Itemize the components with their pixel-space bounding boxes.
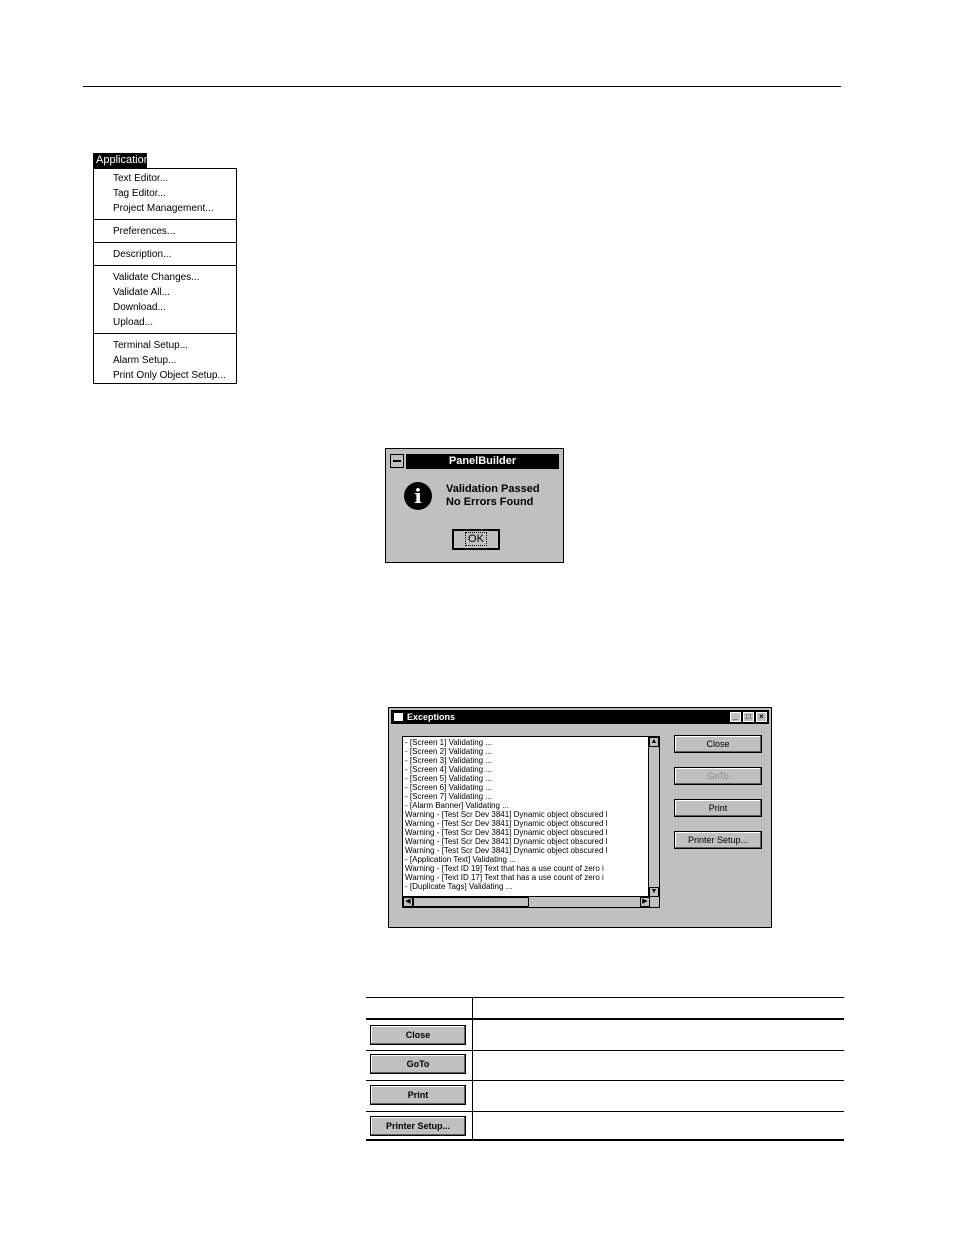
menu-separator — [94, 333, 236, 334]
menu-item-validate-changes[interactable]: Validate Changes... — [113, 272, 200, 283]
menu-separator — [94, 242, 236, 243]
exceptions-list[interactable] — [402, 736, 660, 908]
minimize-icon[interactable]: _ — [730, 712, 741, 722]
list-item: - [Screen 3] Validating ... — [405, 756, 493, 765]
horizontal-scrollbar[interactable] — [403, 896, 660, 907]
printer-setup-button[interactable]: Printer Setup... — [674, 831, 762, 849]
table-top-rule — [366, 997, 844, 998]
dialog-title: PanelBuilder — [406, 454, 559, 469]
list-item: - [Screen 7] Validating ... — [405, 792, 493, 801]
system-menu-icon — [393, 460, 401, 462]
list-item: - [Screen 5] Validating ... — [405, 774, 493, 783]
maximize-icon[interactable]: □ — [743, 712, 754, 722]
table-print-button: Print — [370, 1085, 466, 1105]
list-item: - [Alarm Banner] Validating ... — [405, 801, 509, 810]
table-goto-button: GoTo — [370, 1054, 466, 1074]
menu-item-preferences[interactable]: Preferences... — [113, 226, 176, 237]
table-row-divider — [366, 1050, 844, 1051]
info-icon: i — [404, 482, 432, 510]
list-item: Warning - [Test Scr Dev 3841] Dynamic object obscured l — [405, 828, 608, 837]
menu-item-download[interactable]: Download... — [113, 302, 166, 313]
menu-item-validate-all[interactable]: Validate All... — [113, 287, 171, 298]
panelbuilder-dialog — [385, 448, 564, 563]
list-item: - [Screen 6] Validating ... — [405, 783, 493, 792]
application-menu-title[interactable]: Application — [93, 153, 147, 168]
table-printer-setup-button: Printer Setup... — [370, 1116, 466, 1136]
top-rule — [83, 86, 841, 87]
ok-button-label: OK — [465, 532, 487, 546]
menu-item-terminal-setup[interactable]: Terminal Setup... — [113, 340, 189, 351]
list-item: - [Screen 1] Validating ... — [405, 738, 493, 747]
list-item: Warning - [Text ID 19] Text that has a use count of zero i — [405, 864, 604, 873]
scroll-thumb[interactable] — [413, 897, 529, 907]
menu-item-tag-editor[interactable]: Tag Editor... — [113, 188, 166, 199]
scroll-down-icon[interactable]: ▼ — [650, 888, 658, 895]
scroll-left-icon[interactable]: ◀ — [403, 897, 413, 907]
table-close-button: Close — [370, 1025, 466, 1045]
window-app-icon — [394, 713, 403, 721]
exceptions-title: Exceptions — [407, 712, 456, 722]
menu-separator — [94, 265, 236, 266]
message-line-1: Validation Passed — [446, 483, 540, 495]
application-menu — [93, 168, 237, 384]
list-item: - [Screen 4] Validating ... — [405, 765, 493, 774]
menu-item-upload[interactable]: Upload... — [113, 317, 154, 328]
table-header-rule — [366, 1018, 844, 1020]
table-row-divider — [366, 1111, 844, 1112]
list-item: Warning - [Test Scr Dev 3841] Dynamic object obscured l — [405, 810, 608, 819]
list-item: - [Duplicate Tags] Validating ... — [405, 882, 513, 891]
list-item: Warning - [Text ID 17] Text that has a use count of zero i — [405, 873, 604, 882]
exceptions-title-bar — [391, 710, 769, 724]
close-button[interactable]: Close — [674, 735, 762, 753]
system-menu-button[interactable] — [390, 454, 404, 468]
message-line-2: No Errors Found — [446, 496, 534, 508]
scroll-up-icon[interactable]: ▲ — [650, 738, 658, 745]
print-button[interactable]: Print — [674, 799, 762, 817]
ok-button[interactable] — [452, 529, 500, 550]
menu-item-print-only-object-setup[interactable]: Print Only Object Setup... — [113, 370, 226, 381]
exceptions-window — [388, 707, 772, 928]
list-item: - [Screen 2] Validating ... — [405, 747, 493, 756]
table-bottom-rule — [366, 1139, 844, 1141]
list-item: - [Application Text] Validating ... — [405, 855, 516, 864]
table-row-divider — [366, 1080, 844, 1081]
close-icon[interactable]: × — [756, 712, 767, 722]
vertical-scrollbar[interactable] — [648, 737, 659, 897]
scroll-right-icon[interactable]: ▶ — [640, 897, 650, 907]
menu-item-project-management[interactable]: Project Management... — [113, 203, 214, 214]
list-item: Warning - [Test Scr Dev 3841] Dynamic object obscured l — [405, 819, 608, 828]
list-item: Warning - [Test Scr Dev 3841] Dynamic object obscured l — [405, 837, 608, 846]
menu-item-description[interactable]: Description... — [113, 249, 172, 260]
list-item: Warning - [Test Scr Dev 3841] Dynamic object obscured l — [405, 846, 608, 855]
menu-item-alarm-setup[interactable]: Alarm Setup... — [113, 355, 177, 366]
menu-item-text-editor[interactable]: Text Editor... — [113, 173, 169, 184]
menu-separator — [94, 219, 236, 220]
goto-button[interactable]: GoTo — [674, 767, 762, 785]
